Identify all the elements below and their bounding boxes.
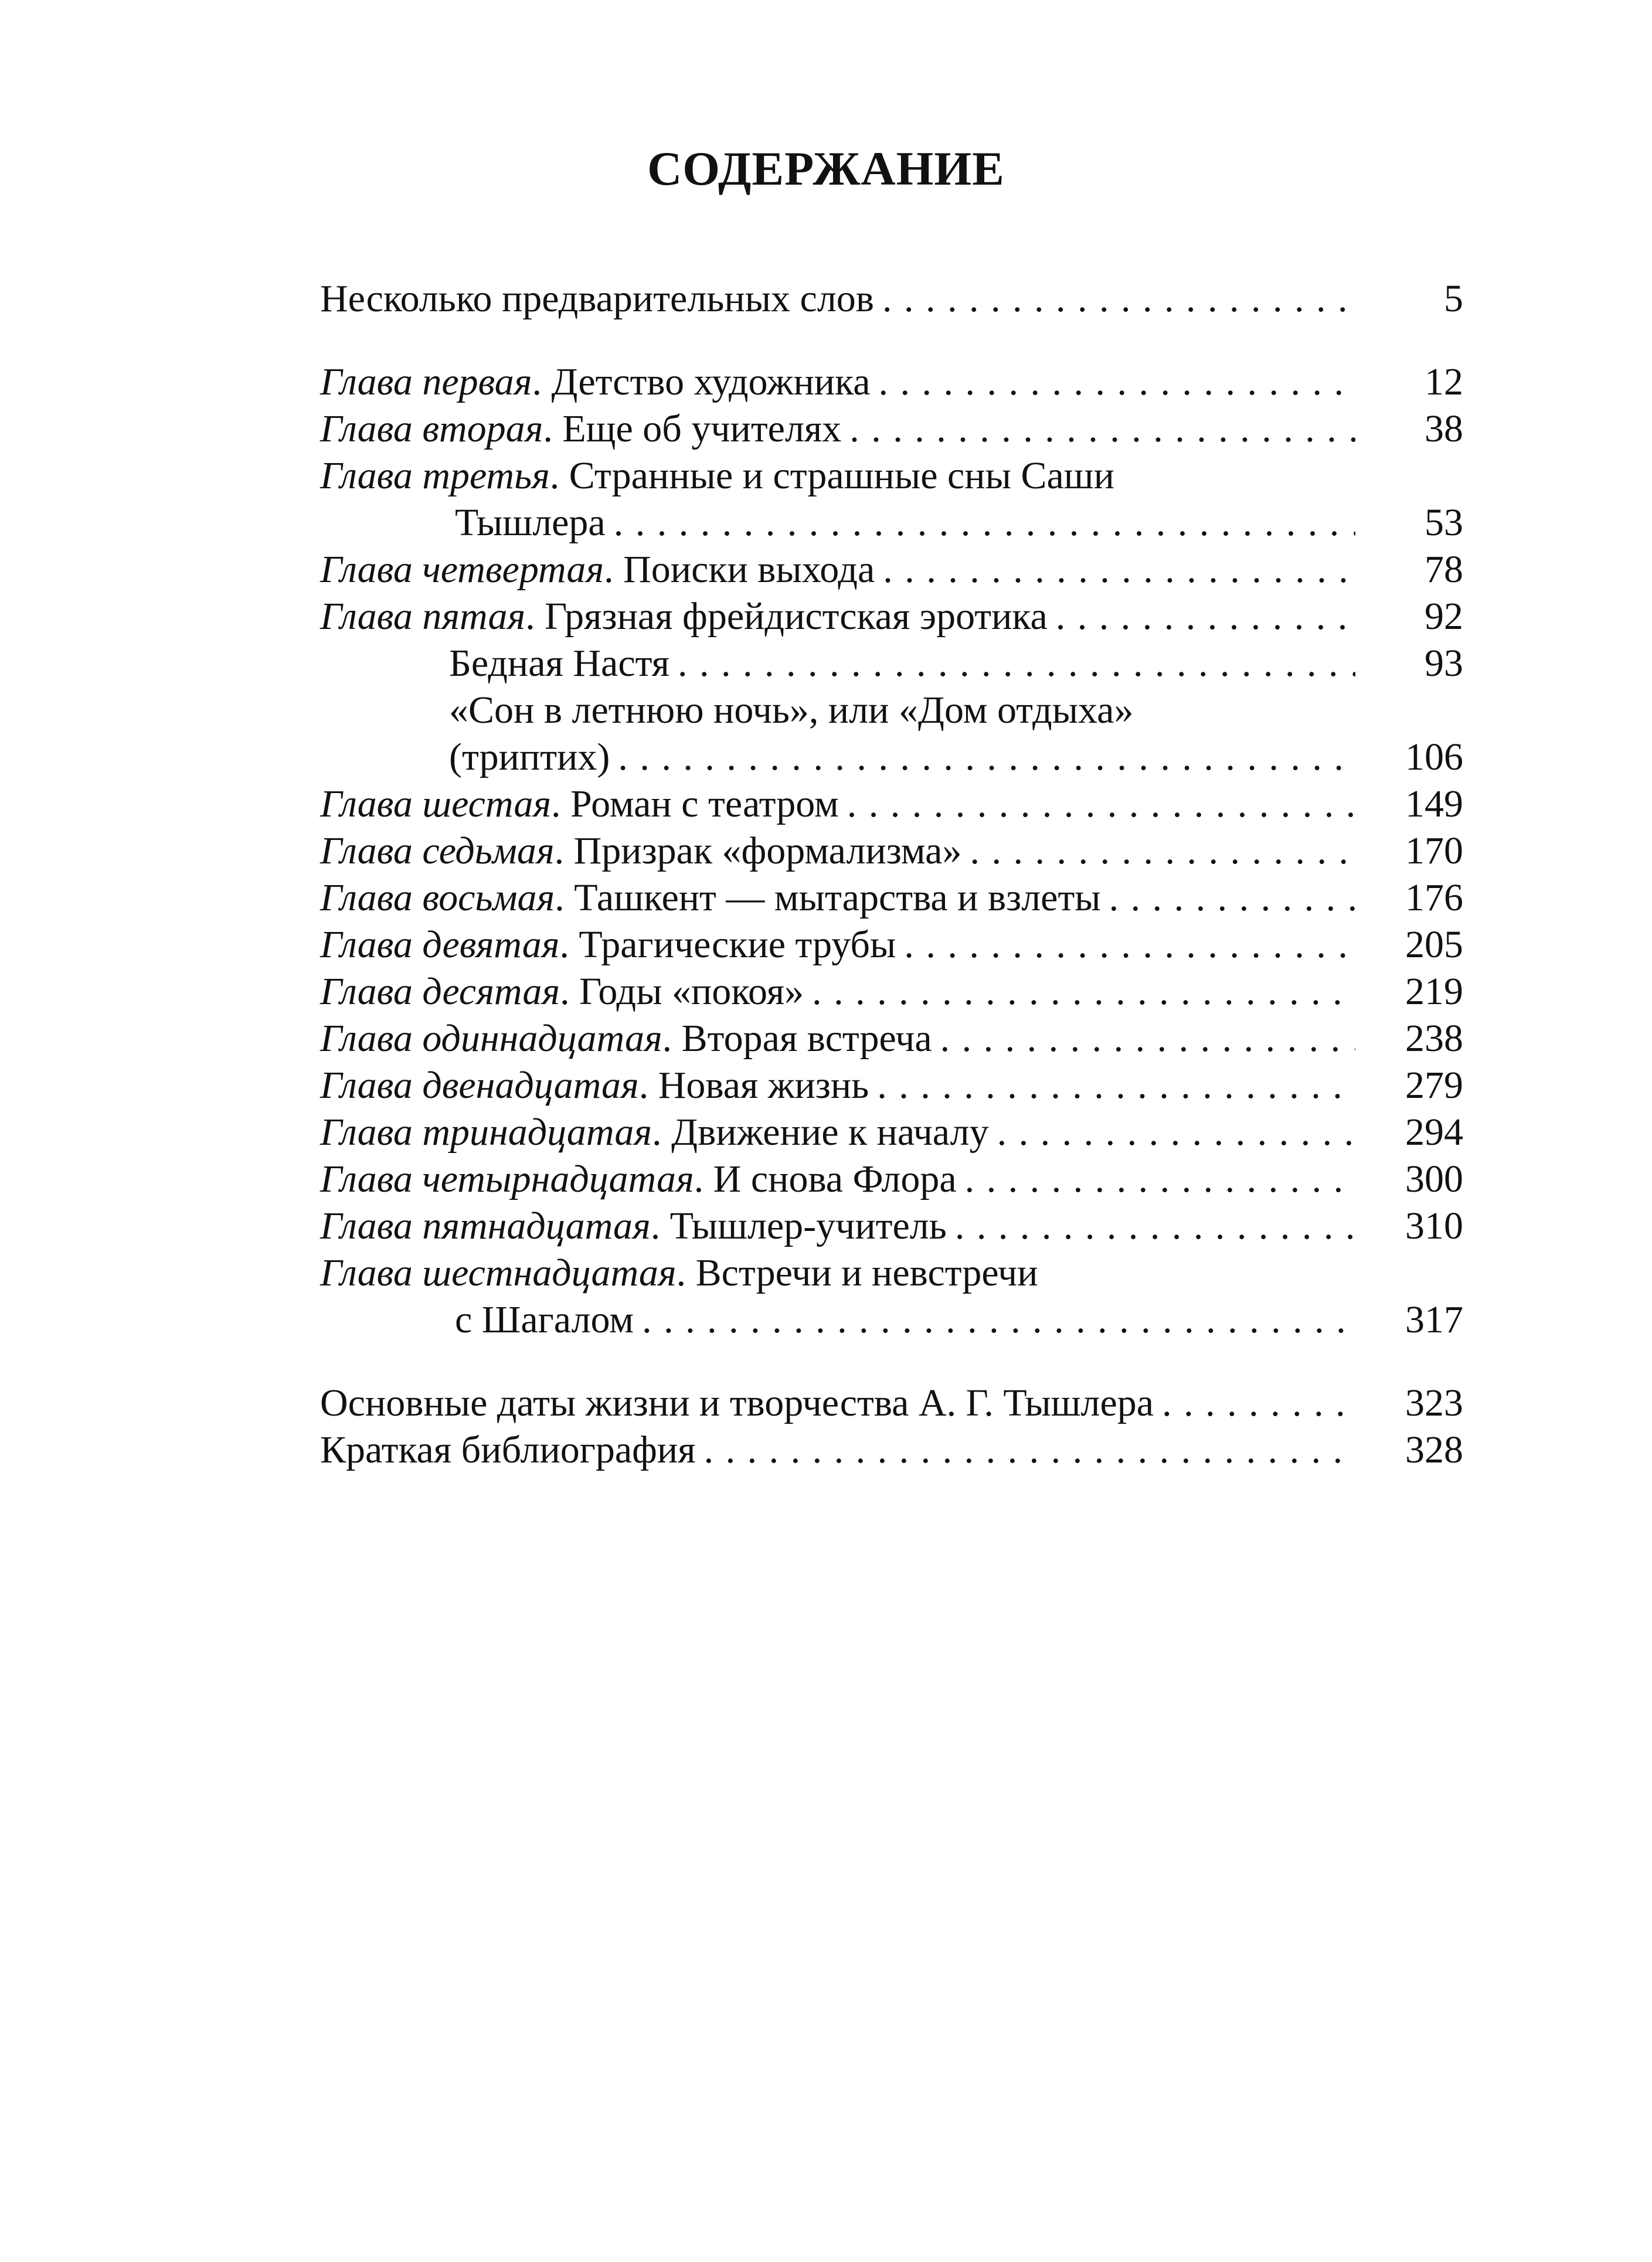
leader-dots (634, 1297, 1355, 1343)
page-number: 219 (1405, 970, 1463, 1013)
page-number: 149 (1405, 783, 1463, 825)
chapter-label: Глава восьмая (320, 876, 555, 919)
chapter-label: Глава шестнадцатая (320, 1251, 677, 1294)
toc-entry-chapter-3: Глава третья. Странные и страшные сны Саши Тышлера . . . 53 (320, 453, 1463, 546)
toc-entry-chapter-6: Глава шестая. Роман с театром . . . 149 (320, 781, 1463, 828)
toc-entry-chapter-9: Глава девятая. Трагические трубы . . . 205 (320, 921, 1463, 968)
chapter-title: Странные и страшные сны Саши (569, 454, 1114, 497)
leader-dots (896, 921, 1355, 968)
leader-dots (932, 1015, 1355, 1062)
toc-entry-chapter-15: Глава пятнадцатая. Тышлер-учитель . . . 310 (320, 1203, 1463, 1250)
chapter-label: Глава четвертая (320, 548, 604, 591)
page-number: 92 (1425, 595, 1463, 638)
toc-subentry-1 (320, 640, 1463, 687)
leader-dots (961, 828, 1355, 875)
leader-dots (870, 359, 1355, 406)
page-number: 170 (1405, 829, 1463, 872)
leader-dots (610, 734, 1355, 781)
page-number: 300 (1405, 1158, 1463, 1200)
chapter-label: Глава десятая (320, 970, 560, 1013)
toc-entry-chapter-8: Глава восьмая. Ташкент — мытарства и взлеты . . . 176 (320, 875, 1463, 921)
toc-entry-chronology (320, 1380, 1463, 1427)
page-number: 310 (1405, 1205, 1463, 1247)
toc-entry-intro (320, 275, 1463, 322)
chapter-title: Трагические трубы (579, 923, 896, 966)
leader-dots (1048, 593, 1355, 640)
chapter-label: Глава седьмая (320, 829, 555, 872)
chapter-label: Глава четырнадцатая (320, 1158, 694, 1200)
table-of-contents (320, 275, 1463, 1474)
leader-dots (947, 1203, 1355, 1250)
toc-entry-chapter-10: Глава десятая. Годы «покоя» . . . 219 (320, 968, 1463, 1015)
page-number: 5 (1444, 277, 1463, 320)
chapter-label: Глава шестая (320, 783, 552, 825)
leader-dots (875, 546, 1355, 593)
leader-dots (1154, 1380, 1355, 1427)
page-title: СОДЕРЖАНИЕ (647, 142, 1005, 195)
toc-subentry-2 (320, 687, 1463, 781)
leader-dots (839, 781, 1355, 828)
toc-entry-chapter-5: Глава пятая. Грязная фрейдистская эротика . . . 92 (320, 593, 1463, 640)
toc-entry-chapter-11: Глава одиннадцатая. Вторая встреча . . . 238 (320, 1015, 1463, 1062)
leader-dots (804, 968, 1355, 1015)
toc-entry-chapter-2: Глава вторая. Еще об учителях . . . 38 (320, 406, 1463, 453)
chapter-label: Глава одиннадцатая (320, 1017, 662, 1060)
leader-dots (696, 1427, 1355, 1474)
leader-dots (874, 275, 1355, 322)
chapter-title: Годы «покоя» (579, 970, 804, 1013)
chapter-title-continued: с Шагалом (455, 1298, 634, 1341)
chapter-label: Глава вторая (320, 407, 543, 450)
chapter-label: Глава девятая (320, 923, 560, 966)
chapter-title: Ташкент — мытарства и взлеты (574, 876, 1101, 919)
toc-entry-chapter-12: Глава двенадцатая. Новая жизнь . . . 279 (320, 1062, 1463, 1109)
subentry-title: Бедная Настя (449, 642, 669, 685)
chapter-title: Встречи и невстречи (695, 1251, 1038, 1294)
page-number: 78 (1425, 548, 1463, 591)
chapter-title: Поиски выхода (623, 548, 875, 591)
page-number: 93 (1425, 642, 1463, 685)
chapter-title: Призрак «формализма» (573, 829, 962, 872)
leader-dots (606, 499, 1355, 546)
toc-entry-chapter-13: Глава тринадцатая. Движение к началу . . . 294 (320, 1109, 1463, 1156)
page-number: 323 (1405, 1382, 1463, 1424)
toc-entry-chapter-1: Глава первая. Детство художника . . . 12 (320, 359, 1463, 406)
chapter-label: Глава двенадцатая (320, 1064, 639, 1107)
toc-entry-chapter-16: Глава шестнадцатая. Встречи и невстречи с Шагалом . . . 317 (320, 1250, 1463, 1343)
chapter-label: Глава первая (320, 360, 532, 403)
chapter-title: Движение к началу (671, 1111, 989, 1154)
leader-dots (989, 1109, 1355, 1156)
subentry-title: «Сон в летнюю ночь», или «Дом отдыха» (449, 689, 1134, 732)
chapter-title: Новая жизнь (658, 1064, 869, 1107)
page-number: 238 (1405, 1017, 1463, 1060)
toc-entry-chapter-7: Глава седьмая. Призрак «формализма» . . . 170 (320, 828, 1463, 875)
chapter-title-continued: Тышлера (455, 501, 606, 544)
chapter-title: И снова Флора (713, 1158, 957, 1200)
chapter-label: Глава пятнадцатая (320, 1205, 651, 1247)
toc-entry-text: Несколько предварительных слов (320, 277, 874, 320)
page-number: 317 (1405, 1298, 1463, 1341)
toc-entry-chapter-14: Глава четырнадцатая. И снова Флора . . . 300 (320, 1156, 1463, 1203)
page-number: 12 (1425, 360, 1463, 403)
page-number: 328 (1405, 1428, 1463, 1471)
chapter-label: Глава тринадцатая (320, 1111, 652, 1154)
toc-entry-bibliography (320, 1427, 1463, 1474)
chapter-title: Тышлер-учитель (669, 1205, 947, 1247)
page-number: 279 (1405, 1064, 1463, 1107)
toc-entry-chapter-4: Глава четвертая. Поиски выхода . . . 78 (320, 546, 1463, 593)
leader-dots (669, 640, 1355, 687)
page-number: 205 (1405, 923, 1463, 966)
leader-dots (1101, 875, 1355, 921)
subentry-title-continued: (триптих) (449, 736, 610, 778)
chapter-label: Глава пятая (320, 595, 526, 638)
leader-dots (869, 1062, 1355, 1109)
toc-entry-text: Основные даты жизни и творчества А. Г. Тышлера (320, 1382, 1154, 1424)
toc-entry-text: Краткая библиография (320, 1428, 696, 1471)
leader-dots (957, 1156, 1355, 1203)
chapter-title: Детство художника (551, 360, 871, 403)
chapter-title: Роман с театром (570, 783, 839, 825)
page-number: 106 (1405, 736, 1463, 778)
chapter-title: Вторая встреча (681, 1017, 932, 1060)
page-number: 53 (1425, 501, 1463, 544)
page-number: 294 (1405, 1111, 1463, 1154)
page-number: 176 (1405, 876, 1463, 919)
page-number: 38 (1425, 407, 1463, 450)
chapter-label: Глава третья (320, 454, 550, 497)
leader-dots (841, 406, 1355, 453)
chapter-title: Грязная фрейдистская эротика (545, 595, 1048, 638)
chapter-title: Еще об учителях (562, 407, 842, 450)
